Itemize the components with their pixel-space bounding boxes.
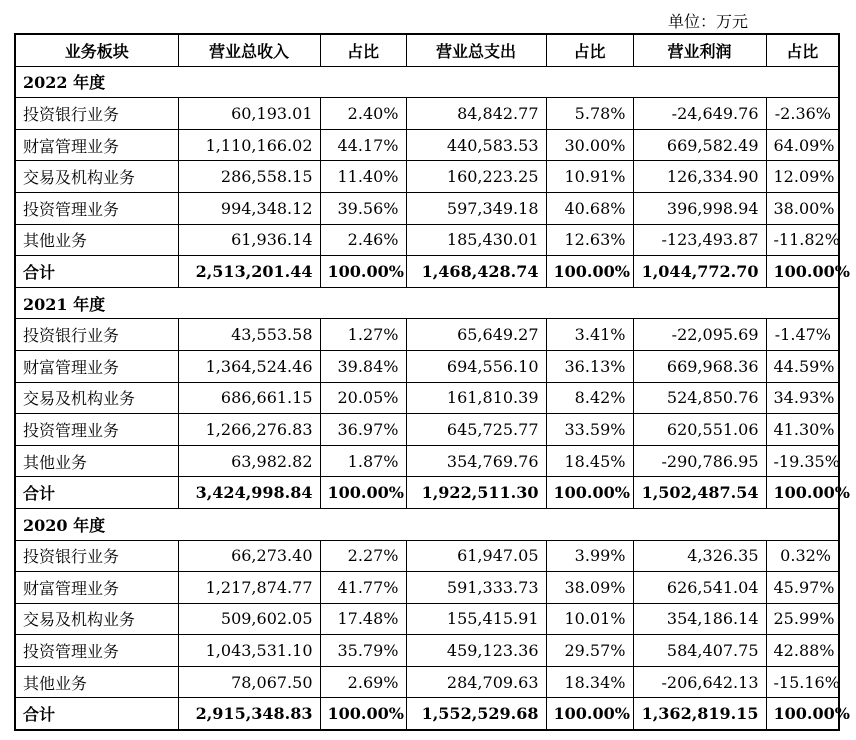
value-cell: 5.78% bbox=[546, 98, 633, 130]
value-cell: 669,968.36 bbox=[633, 350, 766, 382]
value-cell: 160,223.25 bbox=[406, 161, 546, 193]
segment-name-cell: 其他业务 bbox=[15, 666, 178, 698]
value-cell: 354,186.14 bbox=[633, 603, 766, 635]
total-row bbox=[15, 698, 839, 730]
total-value-cell: 100.00% bbox=[546, 256, 633, 288]
table-row bbox=[15, 224, 839, 256]
header-cell: 营业总支出 bbox=[406, 34, 546, 66]
value-cell: 440,583.53 bbox=[406, 129, 546, 161]
segment-name-cell: 投资管理业务 bbox=[15, 414, 178, 446]
total-label-cell: 合计 bbox=[15, 477, 178, 509]
year-label: 2022 年度 bbox=[15, 66, 839, 98]
segment-name-cell: 财富管理业务 bbox=[15, 572, 178, 604]
value-cell: 155,415.91 bbox=[406, 603, 546, 635]
value-cell: 459,123.36 bbox=[406, 635, 546, 667]
value-cell: 1,110,166.02 bbox=[178, 129, 320, 161]
value-cell: -22,095.69 bbox=[633, 319, 766, 351]
segment-name-cell: 投资管理业务 bbox=[15, 192, 178, 224]
value-cell: 10.91% bbox=[546, 161, 633, 193]
total-value-cell: 1,468,428.74 bbox=[406, 256, 546, 288]
unit-label: 单位：万元 bbox=[668, 12, 749, 31]
total-value-cell: 100.00% bbox=[766, 698, 839, 730]
value-cell: 45.97% bbox=[766, 572, 839, 604]
value-cell: 686,661.15 bbox=[178, 382, 320, 414]
value-cell: 18.45% bbox=[546, 445, 633, 477]
value-cell: 8.42% bbox=[546, 382, 633, 414]
value-cell: 63,982.82 bbox=[178, 445, 320, 477]
value-cell: 41.30% bbox=[766, 414, 839, 446]
value-cell: -15.16% bbox=[766, 666, 839, 698]
business-segment-table bbox=[14, 33, 850, 731]
value-cell: 18.34% bbox=[546, 666, 633, 698]
value-cell: 645,725.77 bbox=[406, 414, 546, 446]
year-section-row bbox=[15, 66, 839, 98]
value-cell: 1,043,531.10 bbox=[178, 635, 320, 667]
value-cell: 39.84% bbox=[320, 350, 406, 382]
year-label: 2020 年度 bbox=[15, 508, 839, 540]
value-cell: 66,273.40 bbox=[178, 540, 320, 572]
segment-name-cell: 财富管理业务 bbox=[15, 129, 178, 161]
value-cell: 38.00% bbox=[766, 192, 839, 224]
table-row bbox=[15, 192, 839, 224]
value-cell: 626,541.04 bbox=[633, 572, 766, 604]
value-cell: 42.88% bbox=[766, 635, 839, 667]
table-row bbox=[15, 414, 839, 446]
value-cell: 17.48% bbox=[320, 603, 406, 635]
header-cell: 业务板块 bbox=[15, 34, 178, 66]
value-cell: -206,642.13 bbox=[633, 666, 766, 698]
value-cell: 161,810.39 bbox=[406, 382, 546, 414]
table-row bbox=[15, 161, 839, 193]
value-cell: 61,947.05 bbox=[406, 540, 546, 572]
total-value-cell: 100.00% bbox=[320, 477, 406, 509]
segment-name-cell: 交易及机构业务 bbox=[15, 161, 178, 193]
total-row bbox=[15, 477, 839, 509]
value-cell: 30.00% bbox=[546, 129, 633, 161]
year-label: 2021 年度 bbox=[15, 287, 839, 319]
total-value-cell: 100.00% bbox=[766, 477, 839, 509]
value-cell: 286,558.15 bbox=[178, 161, 320, 193]
value-cell: 43,553.58 bbox=[178, 319, 320, 351]
header-cell: 营业总收入 bbox=[178, 34, 320, 66]
value-cell: 25.99% bbox=[766, 603, 839, 635]
total-value-cell: 1,502,487.54 bbox=[633, 477, 766, 509]
segment-name-cell: 交易及机构业务 bbox=[15, 382, 178, 414]
segment-name-cell: 投资银行业务 bbox=[15, 319, 178, 351]
value-cell: -24,649.76 bbox=[633, 98, 766, 130]
value-cell: 4,326.35 bbox=[633, 540, 766, 572]
value-cell: 39.56% bbox=[320, 192, 406, 224]
value-cell: 396,998.94 bbox=[633, 192, 766, 224]
total-value-cell: 100.00% bbox=[546, 477, 633, 509]
header-cell: 占比 bbox=[320, 34, 406, 66]
table-row bbox=[15, 666, 839, 698]
value-cell: 44.17% bbox=[320, 129, 406, 161]
value-cell: 1.87% bbox=[320, 445, 406, 477]
value-cell: -11.82% bbox=[766, 224, 839, 256]
value-cell: 12.63% bbox=[546, 224, 633, 256]
value-cell: 524,850.76 bbox=[633, 382, 766, 414]
value-cell: 35.79% bbox=[320, 635, 406, 667]
value-cell: 41.77% bbox=[320, 572, 406, 604]
segment-name-cell: 其他业务 bbox=[15, 445, 178, 477]
table-row bbox=[15, 540, 839, 572]
value-cell: 1.27% bbox=[320, 319, 406, 351]
value-cell: 3.99% bbox=[546, 540, 633, 572]
total-value-cell: 1,044,772.70 bbox=[633, 256, 766, 288]
total-value-cell: 2,513,201.44 bbox=[178, 256, 320, 288]
value-cell: 29.57% bbox=[546, 635, 633, 667]
value-cell: 36.97% bbox=[320, 414, 406, 446]
table-row bbox=[15, 129, 839, 161]
value-cell: 597,349.18 bbox=[406, 192, 546, 224]
value-cell: 34.93% bbox=[766, 382, 839, 414]
value-cell: 38.09% bbox=[546, 572, 633, 604]
value-cell: 0.32% bbox=[766, 540, 839, 572]
segment-name-cell: 投资银行业务 bbox=[15, 98, 178, 130]
value-cell: 61,936.14 bbox=[178, 224, 320, 256]
value-cell: 620,551.06 bbox=[633, 414, 766, 446]
value-cell: 36.13% bbox=[546, 350, 633, 382]
value-cell: 60,193.01 bbox=[178, 98, 320, 130]
table-row bbox=[15, 350, 839, 382]
segment-name-cell: 投资管理业务 bbox=[15, 635, 178, 667]
value-cell: 2.40% bbox=[320, 98, 406, 130]
value-cell: 669,582.49 bbox=[633, 129, 766, 161]
total-label-cell: 合计 bbox=[15, 256, 178, 288]
header-cell: 占比 bbox=[766, 34, 839, 66]
value-cell: -1.47% bbox=[766, 319, 839, 351]
value-cell: 994,348.12 bbox=[178, 192, 320, 224]
year-section-row bbox=[15, 287, 839, 319]
value-cell: 20.05% bbox=[320, 382, 406, 414]
segment-name-cell: 投资银行业务 bbox=[15, 540, 178, 572]
total-label-cell: 合计 bbox=[15, 698, 178, 730]
value-cell: 64.09% bbox=[766, 129, 839, 161]
segment-name-cell: 其他业务 bbox=[15, 224, 178, 256]
value-cell: 1,217,874.77 bbox=[178, 572, 320, 604]
value-cell: -19.35% bbox=[766, 445, 839, 477]
value-cell: 12.09% bbox=[766, 161, 839, 193]
value-cell: 509,602.05 bbox=[178, 603, 320, 635]
table-row bbox=[15, 382, 839, 414]
value-cell: 694,556.10 bbox=[406, 350, 546, 382]
table-row bbox=[15, 603, 839, 635]
table-row bbox=[15, 445, 839, 477]
value-cell: -290,786.95 bbox=[633, 445, 766, 477]
total-value-cell: 2,915,348.83 bbox=[178, 698, 320, 730]
header-row bbox=[15, 34, 839, 66]
total-value-cell: 100.00% bbox=[320, 698, 406, 730]
value-cell: 584,407.75 bbox=[633, 635, 766, 667]
total-value-cell: 1,922,511.30 bbox=[406, 477, 546, 509]
total-value-cell: 3,424,998.84 bbox=[178, 477, 320, 509]
value-cell: 284,709.63 bbox=[406, 666, 546, 698]
header-cell: 营业利润 bbox=[633, 34, 766, 66]
total-value-cell: 1,552,529.68 bbox=[406, 698, 546, 730]
header-cell: 占比 bbox=[546, 34, 633, 66]
value-cell: 2.27% bbox=[320, 540, 406, 572]
value-cell: 84,842.77 bbox=[406, 98, 546, 130]
value-cell: 185,430.01 bbox=[406, 224, 546, 256]
table-row bbox=[15, 572, 839, 604]
table-row bbox=[15, 635, 839, 667]
value-cell: 44.59% bbox=[766, 350, 839, 382]
value-cell: 1,266,276.83 bbox=[178, 414, 320, 446]
value-cell: 2.46% bbox=[320, 224, 406, 256]
value-cell: 1,364,524.46 bbox=[178, 350, 320, 382]
total-value-cell: 100.00% bbox=[546, 698, 633, 730]
table-row bbox=[15, 98, 839, 130]
value-cell: 354,769.76 bbox=[406, 445, 546, 477]
value-cell: 10.01% bbox=[546, 603, 633, 635]
value-cell: 78,067.50 bbox=[178, 666, 320, 698]
total-row bbox=[15, 256, 839, 288]
segment-name-cell: 财富管理业务 bbox=[15, 350, 178, 382]
value-cell: -2.36% bbox=[766, 98, 839, 130]
table-row bbox=[15, 319, 839, 351]
value-cell: 591,333.73 bbox=[406, 572, 546, 604]
value-cell: 65,649.27 bbox=[406, 319, 546, 351]
value-cell: 126,334.90 bbox=[633, 161, 766, 193]
table-body bbox=[15, 66, 850, 730]
value-cell: 3.41% bbox=[546, 319, 633, 351]
total-value-cell: 100.00% bbox=[766, 256, 839, 288]
value-cell: 33.59% bbox=[546, 414, 633, 446]
segment-name-cell: 交易及机构业务 bbox=[15, 603, 178, 635]
total-value-cell: 100.00% bbox=[320, 256, 406, 288]
value-cell: 11.40% bbox=[320, 161, 406, 193]
value-cell: 40.68% bbox=[546, 192, 633, 224]
total-value-cell: 1,362,819.15 bbox=[633, 698, 766, 730]
year-section-row bbox=[15, 508, 839, 540]
value-cell: 2.69% bbox=[320, 666, 406, 698]
value-cell: -123,493.87 bbox=[633, 224, 766, 256]
